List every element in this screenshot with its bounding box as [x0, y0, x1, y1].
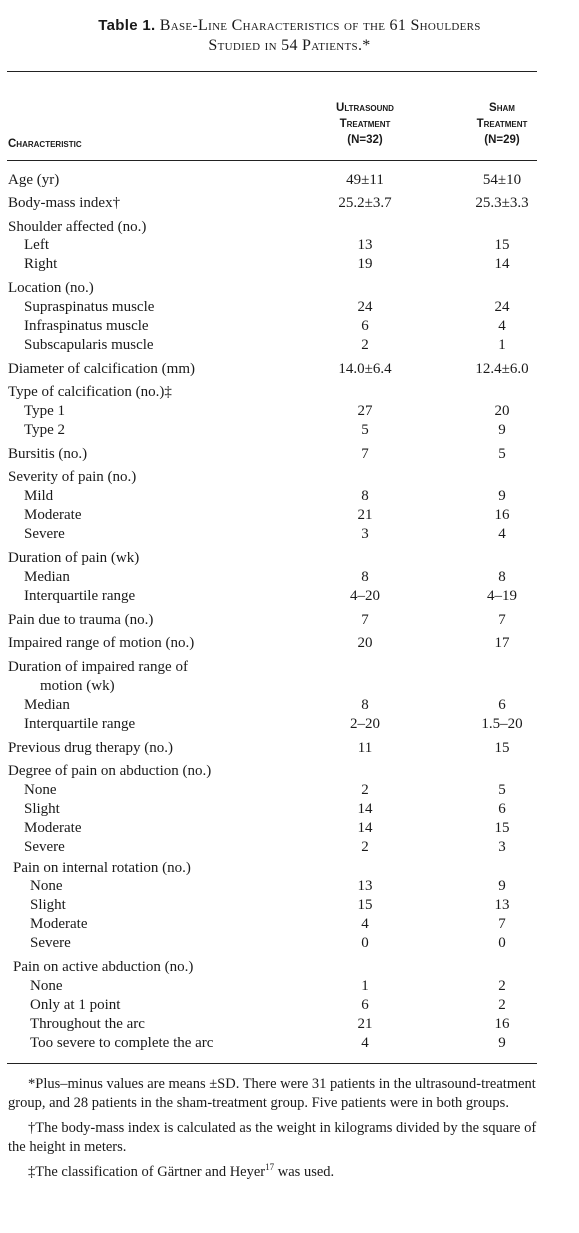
- row-label: Duration of pain (wk): [8, 550, 140, 566]
- ultrasound-value: 25.2±3.7: [338, 195, 392, 211]
- ultrasound-value: 6: [361, 997, 369, 1013]
- ultrasound-value: 14: [357, 801, 373, 817]
- ultrasound-value: 21: [357, 507, 373, 523]
- table-label: Table 1.: [98, 17, 156, 34]
- sham-value: 24: [494, 299, 510, 315]
- table-row: [0, 781, 579, 800]
- table-row: [0, 958, 579, 977]
- sham-value: 5: [498, 446, 506, 462]
- table-row: [0, 568, 579, 587]
- sham-value: 16: [494, 1016, 510, 1032]
- row-label: Subscapularis muscle: [24, 337, 154, 353]
- sham-value: 5: [498, 782, 506, 798]
- header-ultrasound: [305, 100, 425, 148]
- row-label: Mild: [24, 488, 54, 504]
- row-label: motion (wk): [40, 678, 115, 694]
- sham-value: 14: [494, 256, 510, 272]
- top-rule: [7, 71, 537, 72]
- row-label: Too severe to complete the arc: [30, 1035, 214, 1051]
- row-label: Pain on internal rotation (no.): [13, 860, 191, 876]
- sham-value: 4: [498, 526, 506, 542]
- ultrasound-value: 7: [361, 446, 369, 462]
- ultrasound-value: 27: [357, 403, 373, 419]
- table-row: [0, 218, 579, 237]
- table-row: [0, 677, 579, 696]
- table-row: [0, 977, 579, 996]
- table-row: [0, 402, 579, 421]
- ultrasound-value: 5: [361, 422, 369, 438]
- header-sham: [442, 100, 562, 148]
- table-row: [0, 587, 579, 606]
- ultrasound-value: 14: [357, 820, 373, 836]
- ultrasound-value: 1: [361, 978, 369, 994]
- row-label: Type 2: [24, 422, 66, 438]
- header-ultrasound-l1: Ultrasound: [336, 102, 394, 114]
- sham-value: 2: [498, 997, 506, 1013]
- footnote-ddagger-tail: was used.: [274, 1164, 335, 1180]
- row-label: Degree of pain on abduction (no.): [8, 763, 212, 779]
- footnote-ddagger-text: ‡The classification of Gärtner and Heyer: [28, 1164, 266, 1180]
- footnotes: [8, 1075, 540, 1182]
- header-ultrasound-l2: Treatment: [339, 118, 391, 130]
- row-label: Slight: [24, 801, 60, 817]
- table-row: [0, 317, 579, 336]
- row-label: Severe: [24, 839, 65, 855]
- header-sham-l2: Treatment: [476, 118, 528, 130]
- row-label: Bursitis (no.): [8, 446, 88, 462]
- sham-value: 6: [498, 697, 506, 713]
- table-row: [0, 634, 579, 653]
- row-label: Moderate: [24, 507, 82, 523]
- row-label: Diameter of calcification (mm): [8, 361, 195, 377]
- sham-value: 4–19: [487, 588, 517, 604]
- row-label: None: [30, 878, 63, 894]
- table-row: [0, 255, 579, 274]
- header-ultrasound-l3: (N=32): [347, 134, 383, 146]
- table-row: [0, 819, 579, 838]
- row-label: Median: [24, 569, 70, 585]
- row-label: Shoulder affected (no.): [8, 219, 147, 235]
- header-sham-l3: (N=29): [484, 134, 520, 146]
- sham-value: 17: [494, 635, 510, 651]
- sham-value: 15: [494, 237, 510, 253]
- table-row: [0, 445, 579, 464]
- table-row: [0, 696, 579, 715]
- row-label: Body-mass index†: [8, 195, 121, 211]
- table-row: [0, 611, 579, 630]
- table-row: [0, 1015, 579, 1034]
- table-title-text1: Base-Line Characteristics of the 61 Shoulders: [159, 17, 481, 34]
- table-row: [0, 1034, 579, 1053]
- ultrasound-value: 8: [361, 569, 369, 585]
- ultrasound-value: 13: [357, 237, 373, 253]
- sham-value: 7: [498, 612, 506, 628]
- sham-value: 13: [494, 897, 510, 913]
- row-label: Pain on active abduction (no.): [13, 959, 194, 975]
- table-row: [0, 715, 579, 734]
- footnote-ddagger-ref: 17: [265, 1162, 275, 1173]
- sham-value: 9: [498, 422, 506, 438]
- table-row: [0, 658, 579, 677]
- table-row: [0, 171, 579, 190]
- row-label: Median: [24, 697, 70, 713]
- ultrasound-value: 4: [361, 916, 369, 932]
- table-row: [0, 896, 579, 915]
- table-row: [0, 236, 579, 255]
- table-row: [0, 336, 579, 355]
- ultrasound-value: 49±11: [346, 172, 384, 188]
- table-row: [0, 915, 579, 934]
- sham-value: 7: [498, 916, 506, 932]
- sham-value: 6: [498, 801, 506, 817]
- sham-value: 2: [498, 978, 506, 994]
- ultrasound-value: 3: [361, 526, 369, 542]
- sham-value: 16: [494, 507, 510, 523]
- row-label: None: [24, 782, 57, 798]
- ultrasound-value: 20: [357, 635, 373, 651]
- row-label: Type of calcification (no.)‡: [8, 384, 172, 400]
- row-label: Pain due to trauma (no.): [8, 612, 154, 628]
- row-label: Severity of pain (no.): [8, 469, 137, 485]
- table-row: [0, 800, 579, 819]
- sham-value: 0: [498, 935, 506, 951]
- sham-value: 4: [498, 318, 506, 334]
- row-label: Left: [24, 237, 49, 253]
- row-label: Only at 1 point: [30, 997, 121, 1013]
- row-label: Duration of impaired range of: [8, 659, 188, 675]
- sham-value: 25.3±3.3: [475, 195, 529, 211]
- header-sham-l1: Sham: [489, 102, 515, 114]
- ultrasound-value: 15: [357, 897, 373, 913]
- ultrasound-value: 0: [361, 935, 369, 951]
- ultrasound-value: 2: [361, 782, 369, 798]
- table-row: [0, 838, 579, 857]
- ultrasound-value: 6: [361, 318, 369, 334]
- ultrasound-value: 8: [361, 697, 369, 713]
- row-label: Previous drug therapy (no.): [8, 740, 173, 756]
- row-label: Age (yr): [8, 172, 60, 188]
- table-row: [0, 525, 579, 544]
- row-label: Type 1: [24, 403, 66, 419]
- ultrasound-value: 19: [357, 256, 373, 272]
- row-label: Interquartile range: [24, 588, 136, 604]
- ultrasound-value: 7: [361, 612, 369, 628]
- row-label: None: [30, 978, 63, 994]
- table-row: [0, 739, 579, 758]
- row-label: Throughout the arc: [30, 1016, 145, 1032]
- table-row: [0, 762, 579, 781]
- bottom-rule: [7, 1063, 537, 1064]
- sham-value: 9: [498, 878, 506, 894]
- table-row: [0, 298, 579, 317]
- ultrasound-value: 4: [361, 1035, 369, 1051]
- table-row: [0, 506, 579, 525]
- table-title-text2: Studied in 54 Patients.*: [208, 37, 371, 54]
- table-row: [0, 877, 579, 896]
- row-label: Severe: [24, 526, 65, 542]
- footnote-ddagger: [8, 1163, 540, 1182]
- row-label: Slight: [30, 897, 66, 913]
- header-characteristic: Characteristic: [8, 138, 82, 150]
- sham-value: 15: [494, 740, 510, 756]
- table-title: [0, 16, 579, 56]
- table-row: [0, 421, 579, 440]
- sham-value: 54±10: [482, 172, 522, 188]
- table-row: [0, 279, 579, 298]
- sham-value: 15: [494, 820, 510, 836]
- ultrasound-value: 13: [357, 878, 373, 894]
- sham-value: 8: [498, 569, 506, 585]
- table-row: [0, 360, 579, 379]
- footnote-star: *Plus–minus values are means ±SD. There were 31 patients in the ultrasound-treatment group, and 28 patients in the sham-treatment group. Five patients were in both groups.: [8, 1076, 536, 1111]
- sham-value: 20: [494, 403, 510, 419]
- ultrasound-value: 8: [361, 488, 369, 504]
- table-row: [0, 996, 579, 1015]
- table-row: [0, 383, 579, 402]
- table-row: [0, 468, 579, 487]
- ultrasound-value: 11: [357, 740, 373, 756]
- row-label: Right: [24, 256, 58, 272]
- ultrasound-value: 2: [361, 337, 369, 353]
- ultrasound-value: 2: [361, 839, 369, 855]
- table-row: [0, 549, 579, 568]
- row-label: Moderate: [24, 820, 82, 836]
- table-row: [0, 194, 579, 213]
- row-label: Moderate: [30, 916, 88, 932]
- header-rule: [7, 160, 537, 161]
- sham-value: 3: [498, 839, 506, 855]
- ultrasound-value: 21: [357, 1016, 373, 1032]
- table-row: [0, 859, 579, 878]
- ultrasound-value: 2–20: [350, 716, 380, 732]
- row-label: Interquartile range: [24, 716, 136, 732]
- ultrasound-value: 24: [357, 299, 373, 315]
- sham-value: 1.5–20: [481, 716, 523, 732]
- table-title-line1: [0, 16, 579, 36]
- sham-value: 9: [498, 1035, 506, 1051]
- ultrasound-value: 4–20: [350, 588, 380, 604]
- table-row: [0, 487, 579, 506]
- ultrasound-value: 14.0±6.4: [338, 361, 392, 377]
- sham-value: 9: [498, 488, 506, 504]
- row-label: Impaired range of motion (no.): [8, 635, 195, 651]
- sham-value: 12.4±6.0: [475, 361, 529, 377]
- row-label: Location (no.): [8, 280, 94, 296]
- table-row: [0, 934, 579, 953]
- footnote-dagger: †The body-mass index is calculated as the weight in kilograms divided by the square of the height in meters.: [8, 1120, 537, 1155]
- row-label: Severe: [30, 935, 71, 951]
- sham-value: 1: [498, 337, 506, 353]
- row-label: Infraspinatus muscle: [24, 318, 149, 334]
- row-label: Supraspinatus muscle: [24, 299, 155, 315]
